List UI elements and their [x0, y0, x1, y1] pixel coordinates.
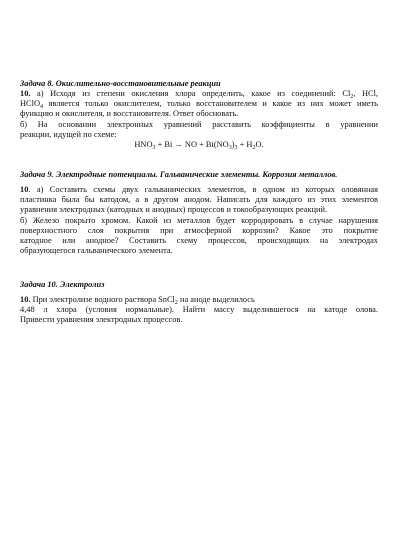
task-8-line-1	[20, 89, 378, 99]
equation-part: O.	[255, 140, 264, 150]
task-9-heading: Задача 9. Электродные потенциалы. Гальванические элементы. Коррозия металлов.	[20, 170, 338, 179]
subscript: 4	[40, 104, 44, 111]
task-9-line-1	[20, 185, 378, 195]
task-8-line-2	[20, 99, 378, 109]
subscript: 3	[234, 145, 238, 152]
task-10-line-2: 4,48 л хлора (условия нормальные). Найти массу выделившегося на катоде олова.	[20, 305, 378, 315]
text-run: на аноде выделилось	[177, 295, 255, 304]
task-8-equation	[20, 140, 378, 150]
task-8-line-3: функцию и окислителя, и восстановителя. Ответ обосновать.	[20, 109, 239, 119]
task-number: 10.	[20, 295, 31, 304]
task-8-line-4: б) На основании электронных уравнений расставить коэффициенты в уравнении	[20, 119, 378, 129]
task-8-line-5: реакции, идущей по схеме:	[20, 129, 117, 139]
equation-part: + H	[237, 140, 253, 150]
subscript: 2	[252, 145, 256, 152]
task-8-section	[20, 79, 378, 150]
text-run: HClO	[20, 99, 41, 109]
equation-part: HNO	[134, 140, 153, 150]
task-9-line-7: образующегося гальванического элемента.	[20, 246, 173, 256]
text-run: является только окислителем, только восстановителем и какое из них может иметь	[43, 99, 378, 109]
task-10-heading: Задача 10. Электролиз	[20, 280, 105, 289]
task-number: 10	[20, 185, 29, 194]
equation-part: + Bi → NO + Bi(NO	[155, 140, 229, 150]
task-9-line-3: уравнения электродных (катодных и анодных) процессов и токообразующих реакций.	[20, 205, 328, 215]
task-10-section	[20, 280, 378, 326]
text-run: При электролизе водного раствора SnCl	[30, 295, 175, 304]
document-page	[20, 0, 378, 550]
subscript: 2	[350, 94, 354, 100]
task-10-line-3: Привести уравнения электродных процессов.	[20, 315, 183, 325]
task-9-line-4: б) Железо покрыто хромом. Какой из металлов будет корродировать в случае нарушения	[20, 215, 378, 225]
task-9-line-6: катодное или анодное? Составить схему процессов, происходящих на электродах	[20, 236, 378, 246]
task-9-line-2: пластинка была бы катодом, а в другом анодом. Написать для каждого из этих элементов	[20, 195, 378, 205]
task-10-line-1	[20, 295, 378, 305]
text-run: , HCl,	[353, 89, 378, 98]
text-run: . а) Составить схемы двух гальванических элементов, в одном из которых оловянная	[28, 185, 378, 194]
subscript: 3	[228, 145, 232, 152]
text-run: а) Исходя из степени окисления хлора определить, какое из соединений: Cl	[30, 89, 351, 98]
subscript: 3	[152, 145, 156, 152]
task-9-line-5: поверхностного слоя покрытия при атмосферной коррозии? Какое это покрытие	[20, 225, 378, 235]
subscript: 2	[174, 300, 178, 306]
task-8-heading: Задача 8. Окислительно-восстановительные реакции	[20, 79, 221, 88]
task-number: 10.	[20, 89, 31, 98]
task-9-section	[20, 170, 378, 256]
equation-part: )	[231, 140, 235, 150]
